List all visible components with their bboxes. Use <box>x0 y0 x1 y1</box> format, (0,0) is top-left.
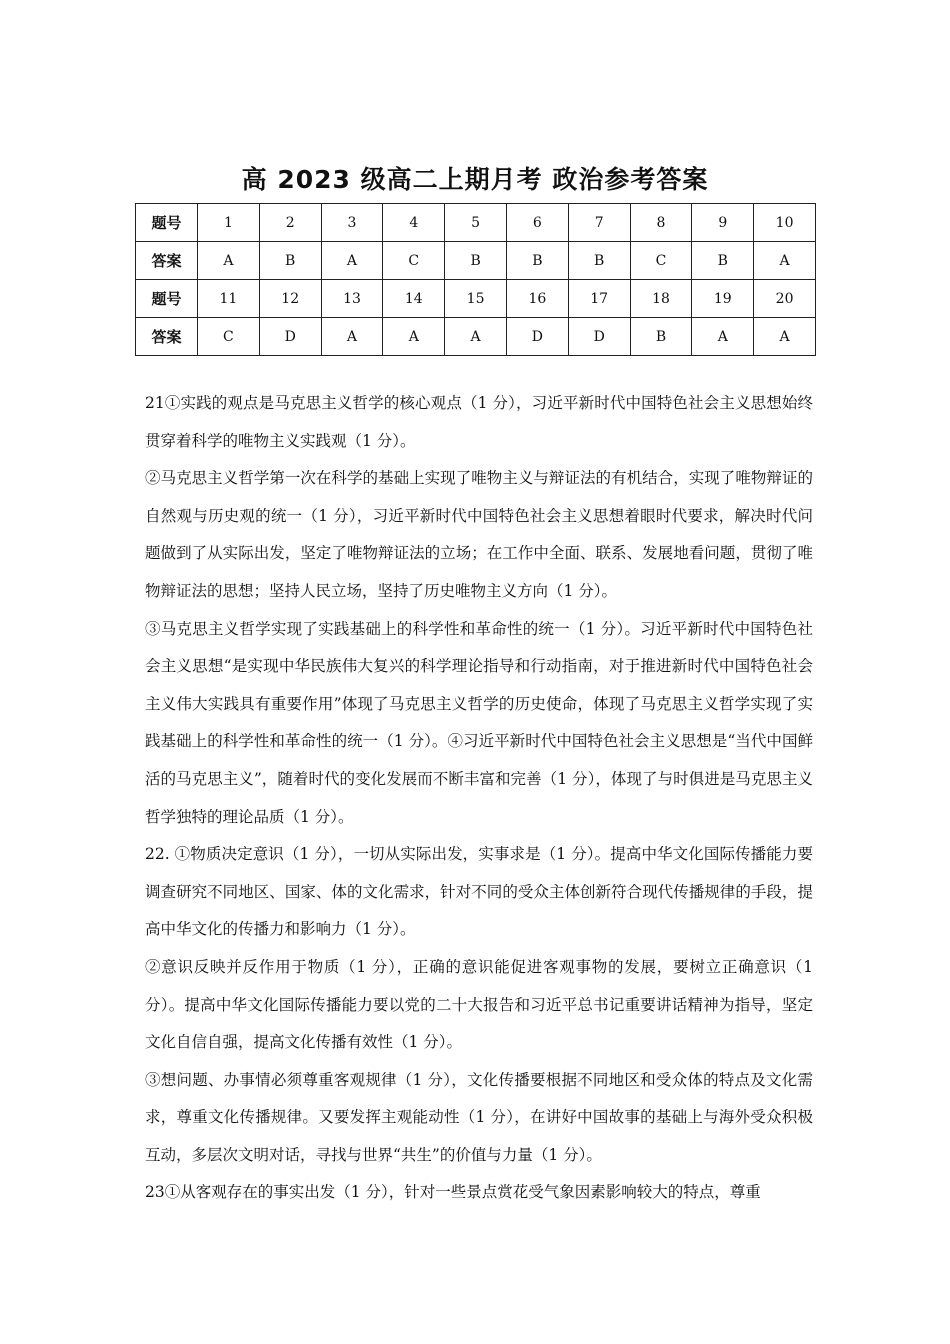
table-cell: 10 <box>754 204 816 242</box>
table-cell: 16 <box>506 280 568 318</box>
table-cell: C <box>630 242 692 280</box>
answer-22-point-3: ③想问题、办事情必须尊重客观规律（1 分），文化传播要根据不同地区和受众体的特点及文化需求，尊重文化传播规律。又要发挥主观能动性（1 分），在讲好中国故事的基础上与海外受众积极互动，多层次文明对话，寻找与世界“共生”的价值与力量（1 分）。 <box>145 1070 813 1164</box>
table-cell: A <box>445 318 507 356</box>
table-cell: B <box>259 242 321 280</box>
answer-23-point-1: 23①从客观存在的事实出发（1 分），针对一些景点赏花受气象因素影响较大的特点，尊重 <box>145 1183 761 1202</box>
table-cell: 9 <box>692 204 754 242</box>
table-cell: 12 <box>259 280 321 318</box>
answer-body <box>145 385 813 1212</box>
table-cell: C <box>383 242 445 280</box>
table-cell: 20 <box>754 280 816 318</box>
table-cell: A <box>321 318 383 356</box>
table-row <box>136 318 816 356</box>
table-cell: 13 <box>321 280 383 318</box>
table-cell: 7 <box>568 204 630 242</box>
table-cell: 15 <box>445 280 507 318</box>
table-cell: B <box>506 242 568 280</box>
table-cell: A <box>754 318 816 356</box>
answer-22-point-2: ②意识反映并反作用于物质（1 分），正确的意识能促进客观事物的发展，要树立正确意识（1 分）。提高中华文化国际传播能力要以党的二十大报告和习近平总书记重要讲话精神为指导，坚定文化自信自强，提高文化传播有效性（1 分）。 <box>145 957 813 1052</box>
table-cell: 17 <box>568 280 630 318</box>
table-cell: 5 <box>445 204 507 242</box>
table-cell: D <box>259 318 321 356</box>
table-cell: C <box>198 318 260 356</box>
answer-21-point-3-4: ③马克思主义哲学实现了实践基础上的科学性和革命性的统一（1 分）。习近平新时代中国特色社会主义思想“是实现中华民族伟大复兴的科学理论指导和行动指南，对于推进新时代中国特色社会主义伟大实践具有重要作用”体现了马克思主义哲学的历史使命，体现了马克思主义哲学实现了实践基础上的科学性和革命性的统一（1 分）。④习近平新时代中国特色社会主义思想是“当代中国鲜活的马克思主义”，随着时代的变化发展而不断丰富和完善（1 分），体现了与时俱进是马克思主义哲学独特的理论品质（1 分）。 <box>145 619 813 826</box>
table-cell: A <box>198 242 260 280</box>
table-cell: B <box>692 242 754 280</box>
table-row <box>136 204 816 242</box>
answer-table <box>135 203 816 356</box>
table-cell: 1 <box>198 204 260 242</box>
table-cell: B <box>445 242 507 280</box>
row-label: 题号 <box>136 204 198 242</box>
table-cell: 4 <box>383 204 445 242</box>
answer-21-point-2: ②马克思主义哲学第一次在科学的基础上实现了唯物主义与辩证法的有机结合，实现了唯物辩证的自然观与历史观的统一（1 分），习近平新时代中国特色社会主义思想着眼时代要求，解决时代问题做到了从实际出发，坚定了唯物辩证法的立场；在工作中全面、联系、发展地看问题，贯彻了唯物辩证法的思想；坚持人民立场，坚持了历史唯物主义方向（1 分）。 <box>145 469 813 600</box>
table-cell: 2 <box>259 204 321 242</box>
table-row <box>136 280 816 318</box>
table-cell: B <box>630 318 692 356</box>
table-cell: 19 <box>692 280 754 318</box>
page-title: 高 2023 级高二上期月考 政治参考答案 <box>241 165 709 194</box>
table-cell: 3 <box>321 204 383 242</box>
table-cell: 8 <box>630 204 692 242</box>
table-cell: D <box>506 318 568 356</box>
table-cell: A <box>692 318 754 356</box>
table-cell: 11 <box>198 280 260 318</box>
table-cell: 6 <box>506 204 568 242</box>
table-cell: A <box>383 318 445 356</box>
table-cell: D <box>568 318 630 356</box>
table-cell: 18 <box>630 280 692 318</box>
row-label: 答案 <box>136 318 198 356</box>
row-label: 答案 <box>136 242 198 280</box>
table-cell: A <box>321 242 383 280</box>
table-row <box>136 242 816 280</box>
row-label: 题号 <box>136 280 198 318</box>
table-cell: 14 <box>383 280 445 318</box>
table-cell: A <box>754 242 816 280</box>
answer-22-point-1: 22. ①物质决定意识（1 分），一切从实际出发，实事求是（1 分）。提高中华文化国际传播能力要调查研究不同地区、国家、体的文化需求，针对不同的受众主体创新符合现代传播规律的手段，提高中华文化的传播力和影响力（1 分）。 <box>145 845 813 939</box>
table-cell: B <box>568 242 630 280</box>
answer-21-point-1: 21①实践的观点是马克思主义哲学的核心观点（1 分），习近平新时代中国特色社会主义思想始终贯穿着科学的唯物主义实践观（1 分）。 <box>145 394 813 450</box>
